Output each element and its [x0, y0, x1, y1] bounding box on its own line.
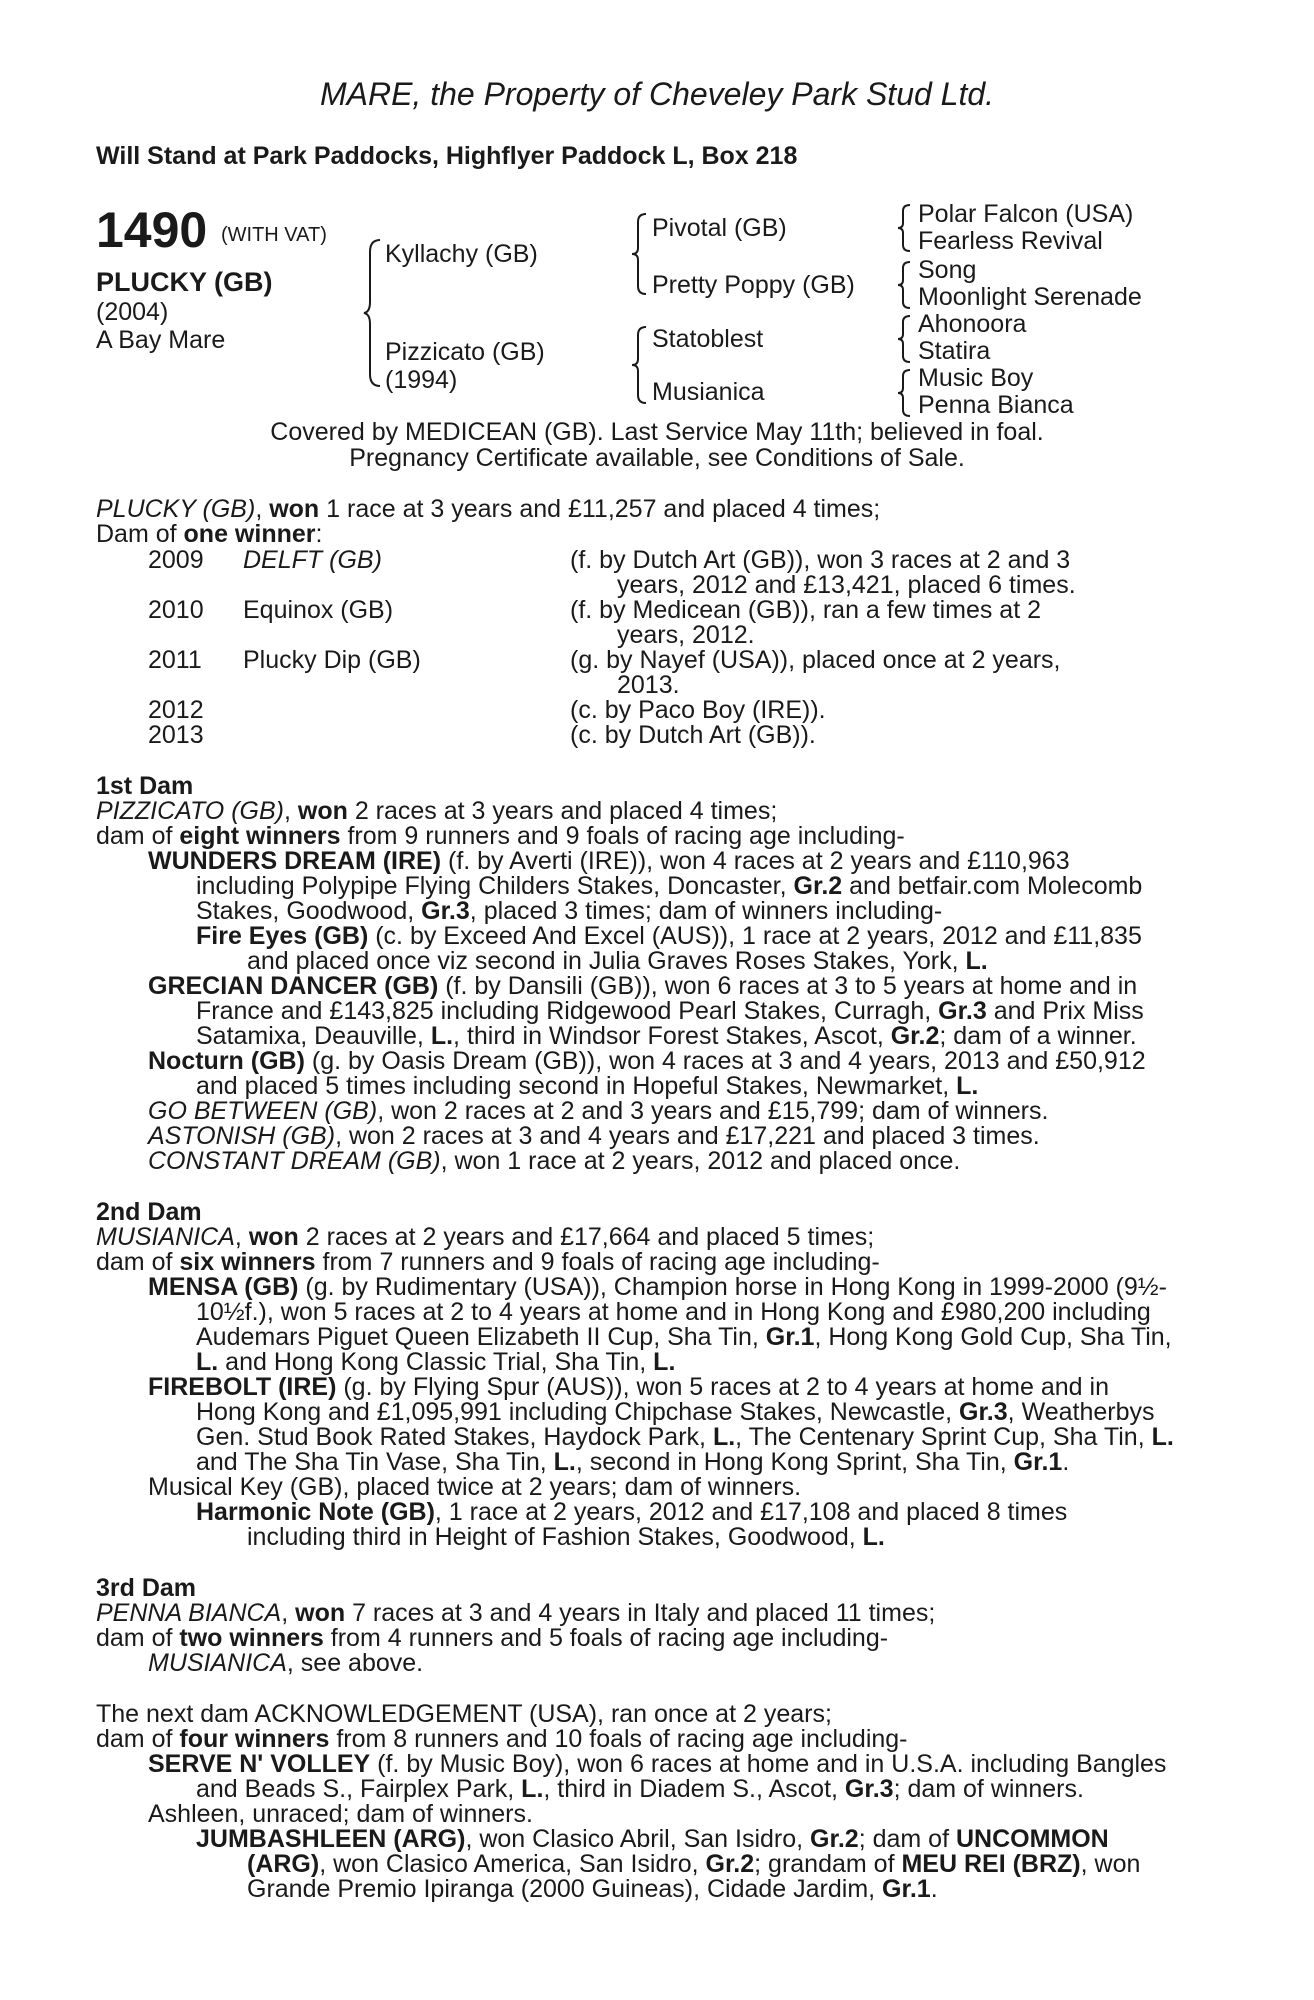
produce-detail: years, 2012 and £13,421, placed 6 times.	[617, 571, 1076, 599]
entry-line: and Beads S., Fairplex Park, L., third in Diadem S., Ascot, Gr.3; dam of winners.	[196, 1775, 1084, 1803]
entry-line: 10½f.), won 5 races at 2 to 4 years at home and in Hong Kong and £980,200 including	[196, 1298, 1151, 1326]
pedigree-sire-sire: Pivotal (GB)	[652, 214, 787, 242]
entry-line: and placed once viz second in Julia Graves Roses Stakes, York, L.	[247, 947, 988, 975]
produce-detail: years, 2012.	[617, 621, 755, 649]
lot-number: 1490	[96, 202, 208, 258]
entry-line: Satamixa, Deauville, L., third in Windsor Forest Stakes, Ascot, Gr.2; dam of a winner.	[196, 1022, 1137, 1050]
produce-year: 2009	[148, 546, 204, 574]
stand-location: Will Stand at Park Paddocks, Highflyer Paddock L, Box 218	[96, 142, 798, 170]
entry-line: Gen. Stud Book Rated Stakes, Haydock Park, L., The Centenary Sprint Cup, Sha Tin, L.	[196, 1423, 1174, 1451]
pedigree-gg-8: Penna Bianca	[918, 391, 1074, 419]
produce-year: 2012	[148, 696, 204, 724]
entry-line: Ashleen, unraced; dam of winners.	[148, 1800, 533, 1828]
entry-line: (ARG), won Clasico America, San Isidro, Gr.2; grandam of MEU REI (BRZ), won	[247, 1850, 1141, 1878]
produce-detail: (g. by Nayef (USA)), placed once at 2 years,	[570, 646, 1061, 674]
produce-detail: (c. by Dutch Art (GB)).	[570, 721, 816, 749]
covered-note: Covered by MEDICEAN (GB). Last Service May 11th; believed in foal.	[270, 418, 1044, 446]
section-heading: 1st Dam	[96, 772, 194, 800]
entry-line: including Polypipe Flying Childers Stakes, Doncaster, Gr.2 and betfair.com Molecomb	[196, 872, 1143, 900]
intro-line-1: PLUCKY (GB), won 1 race at 3 years and £11,257 and placed 4 times;	[96, 495, 881, 523]
pedigree-gg-5: Ahonoora	[918, 310, 1027, 338]
produce-detail: (f. by Dutch Art (GB)), won 3 races at 2 and 3	[570, 546, 1071, 574]
pedigree-gg-3: Song	[918, 256, 977, 284]
entry-line: ASTONISH (GB), won 2 races at 3 and 4 years and £17,221 and placed 3 times.	[148, 1122, 1040, 1150]
entry-line: France and £143,825 including Ridgewood Pearl Stakes, Curragh, Gr.3 and Prix Miss	[196, 997, 1144, 1025]
entry-line: Nocturn (GB) (g. by Oasis Dream (GB)), won 4 races at 3 and 4 years, 2013 and £50,912	[148, 1047, 1146, 1075]
dam3-line-1: PENNA BIANCA, won 7 races at 3 and 4 years in Italy and placed 11 times;	[96, 1599, 936, 1627]
horse-description: A Bay Mare	[96, 326, 226, 354]
intro-line-2: Dam of one winner:	[96, 520, 323, 548]
pedigree-gg-7: Music Boy	[918, 364, 1034, 392]
entry-line: Fire Eyes (GB) (c. by Exceed And Excel (AUS)), 1 race at 2 years, 2012 and £11,835	[196, 922, 1142, 950]
entry-line: GRECIAN DANCER (GB) (f. by Dansili (GB)), won 6 races at 3 to 5 years at home and in	[148, 972, 1138, 1000]
produce-detail: (c. by Paco Boy (IRE)).	[570, 696, 826, 724]
entry-line: Grande Premio Ipiranga (2000 Guineas), Cidade Jardim, Gr.1.	[247, 1875, 938, 1903]
entry-line: Stakes, Goodwood, Gr.3, placed 3 times; dam of winners including-	[196, 897, 943, 925]
pedigree-dam-year: (1994)	[385, 366, 458, 394]
dam1-line-2: dam of eight winners from 9 runners and 9 foals of racing age including-	[96, 822, 905, 850]
produce-year: 2013	[148, 721, 204, 749]
produce-year: 2011	[148, 646, 202, 674]
produce-name: DELFT (GB)	[243, 546, 382, 574]
pedigree-brace-g3a	[896, 203, 912, 253]
pedigree-dam-sire: Statoblest	[652, 325, 764, 353]
entry-line: SERVE N' VOLLEY (f. by Music Boy), won 6 races at home and in U.S.A. including Bangles	[148, 1750, 1167, 1778]
entry-line: Hong Kong and £1,095,991 including Chipchase Stakes, Newcastle, Gr.3, Weatherbys	[196, 1398, 1155, 1426]
dam3-line-2: dam of two winners from 4 runners and 5 foals of racing age including-	[96, 1624, 889, 1652]
nextdam-line-1: The next dam ACKNOWLEDGEMENT (USA), ran once at 2 years;	[96, 1700, 832, 1728]
dam2-line-2: dam of six winners from 7 runners and 9 foals of racing age including-	[96, 1248, 880, 1276]
pedigree-sire: Kyllachy (GB)	[385, 240, 538, 268]
pregnancy-note: Pregnancy Certificate available, see Conditions of Sale.	[349, 444, 965, 472]
pedigree-brace-g3b	[896, 260, 912, 310]
entry-line: MUSIANICA, see above.	[148, 1649, 424, 1677]
page-title: MARE, the Property of Cheveley Park Stud Ltd.	[319, 76, 995, 112]
produce-detail: 2013.	[617, 671, 680, 699]
pedigree-dam-dam: Musianica	[652, 378, 765, 406]
pedigree-brace-g3c	[896, 314, 912, 364]
entry-line: FIREBOLT (IRE) (g. by Flying Spur (AUS)), won 5 races at 2 to 4 years at home and in	[148, 1373, 1109, 1401]
entry-line: and placed 5 times including second in Hopeful Stakes, Newmarket, L.	[196, 1072, 979, 1100]
pedigree-gg-1: Polar Falcon (USA)	[918, 200, 1134, 228]
horse-year: (2004)	[96, 298, 169, 326]
entry-line: MENSA (GB) (g. by Rudimentary (USA)), Champion horse in Hong Kong in 1999-2000 (9½-	[148, 1273, 1167, 1301]
pedigree-sire-dam: Pretty Poppy (GB)	[652, 271, 855, 299]
pedigree-brace-dam	[630, 325, 648, 405]
entry-line: Musical Key (GB), placed twice at 2 years; dam of winners.	[148, 1473, 802, 1501]
section-heading: 2nd Dam	[96, 1198, 202, 1226]
pedigree-brace-sire	[630, 212, 648, 296]
horse-name: PLUCKY (GB)	[96, 267, 273, 297]
pedigree-brace-main	[362, 238, 382, 388]
produce-name: Equinox (GB)	[243, 596, 394, 624]
pedigree-dam: Pizzicato (GB)	[385, 338, 545, 366]
dam1-line-1: PIZZICATO (GB), won 2 races at 3 years and placed 4 times;	[96, 797, 778, 825]
vat-note: (WITH VAT)	[221, 224, 327, 246]
entry-line: Harmonic Note (GB), 1 race at 2 years, 2012 and £17,108 and placed 8 times	[196, 1498, 1068, 1526]
dam2-line-1: MUSIANICA, won 2 races at 2 years and £17,664 and placed 5 times;	[96, 1223, 875, 1251]
entry-line: JUMBASHLEEN (ARG), won Clasico Abril, San Isidro, Gr.2; dam of UNCOMMON	[196, 1825, 1109, 1853]
entry-line: GO BETWEEN (GB), won 2 races at 2 and 3 years and £15,799; dam of winners.	[148, 1097, 1049, 1125]
entry-line: Audemars Piguet Queen Elizabeth II Cup, Sha Tin, Gr.1, Hong Kong Gold Cup, Sha Tin,	[196, 1323, 1172, 1351]
entry-line: CONSTANT DREAM (GB), won 1 race at 2 years, 2012 and placed once.	[148, 1147, 961, 1175]
pedigree-brace-g3d	[896, 368, 912, 418]
pedigree-gg-6: Statira	[918, 337, 991, 365]
entry-line: including third in Height of Fashion Stakes, Goodwood, L.	[247, 1523, 885, 1551]
nextdam-line-2: dam of four winners from 8 runners and 10 foals of racing age including-	[96, 1725, 908, 1753]
pedigree-gg-2: Fearless Revival	[918, 227, 1103, 255]
entry-line: WUNDERS DREAM (IRE) (f. by Averti (IRE)), won 4 races at 2 years and £110,963	[148, 847, 1070, 875]
section-heading: 3rd Dam	[96, 1574, 197, 1602]
produce-year: 2010	[148, 596, 204, 624]
entry-line: L. and Hong Kong Classic Trial, Sha Tin, L.	[196, 1348, 676, 1376]
entry-line: and The Sha Tin Vase, Sha Tin, L., second in Hong Kong Sprint, Sha Tin, Gr.1.	[196, 1448, 1070, 1476]
produce-name: Plucky Dip (GB)	[243, 646, 421, 674]
produce-detail: (f. by Medicean (GB)), ran a few times at 2	[570, 596, 1041, 624]
pedigree-gg-4: Moonlight Serenade	[918, 283, 1142, 311]
